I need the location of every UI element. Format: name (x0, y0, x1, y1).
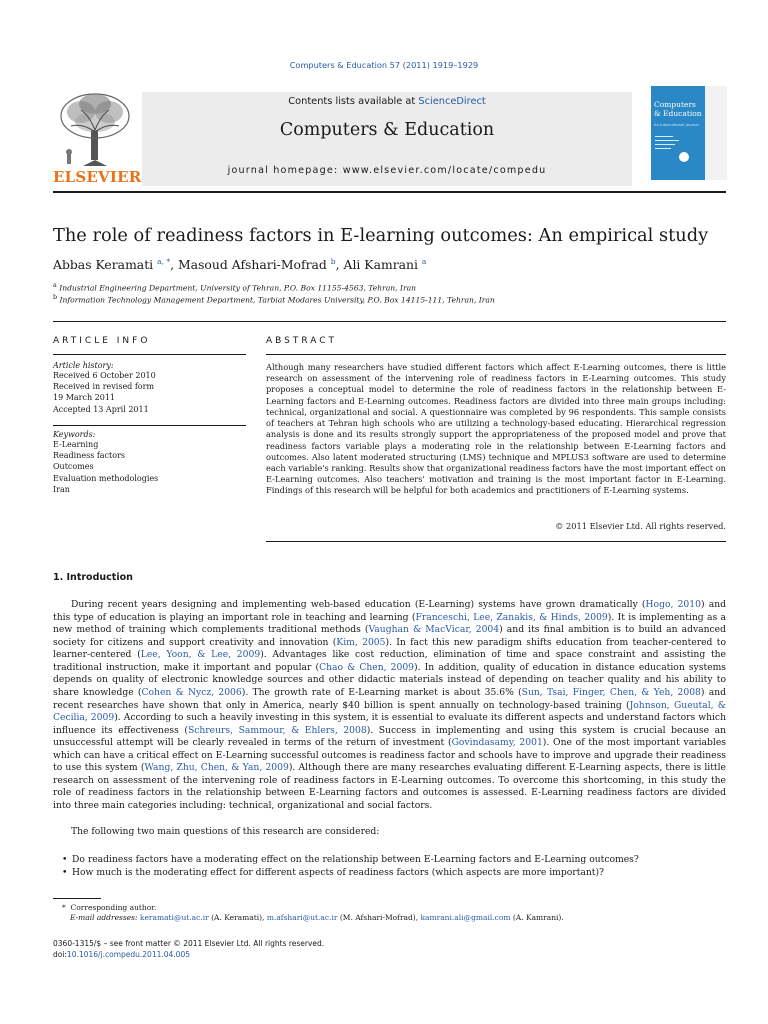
article-history-label: Article history: (53, 361, 114, 370)
questions-lead-in: The following two main questions of this research are considered: (71, 826, 380, 837)
doi-prefix: doi: (53, 950, 67, 959)
email-owner: (A. Keramati), (208, 913, 267, 922)
journal-name: Computers & Education (279, 120, 495, 140)
citation-link[interactable]: Lee, Yoon, & Lee, 2009 (140, 649, 261, 661)
citation-link[interactable]: Vaughan & MacVicar, 2004 (368, 624, 500, 636)
paragraph-text: ). It is implementing as a new method of training which complements traditional methods ( (53, 611, 726, 636)
affiliation-text: Industrial Engineering Department, University of Tehran, P.O. Box 11155-4563, Tehran, Iran (59, 283, 417, 293)
paragraph-text: ) and this type of education is playing an important role in teaching and learning ( (53, 599, 727, 623)
paragraph-text: ). In addition, quality of education in distance education systems depends on quality of electronic knowledge sources and other didactic materials instead of depending on teacher quality and his ability to share knowledge ( (53, 661, 727, 698)
author-name: Masoud Afshari-Mofrad (178, 257, 327, 273)
author-list (53, 257, 426, 272)
author-affiliation-mark[interactable]: a (421, 257, 427, 266)
paragraph-text: ). In fact this new paradigm shifts education from teacher-centered to learner-centered ( (53, 636, 726, 661)
cover-subtitle: An International Journal (654, 122, 699, 127)
introduction-heading: 1. Introduction (53, 572, 133, 583)
bullet-icon: • (62, 854, 68, 865)
paper-title: The role of readiness factors in E-learning outcomes: An empirical study (53, 225, 709, 246)
abstract-text: Although many researchers have studied different factors which affect E-Learning outcomes, there is little research on assessment of the intervening role of readiness factors in E-Learning outcomes. This study proposes a conceptual model to determine the role of readiness factors in the relationship between E-Learning factors and E-Learning outcomes. Readiness factors are divided into three main groups including: technical, organizational and social. A questionnaire was completed by 96 respondents. This sample consists of teachers at Tehran high schools who are utilizing a technology-based educating. Hierarchical regression analysis is done and its results strongly support the appropriateness of the proposed model and prove that readiness factors variable plays a moderating role in the relationship between E-Learning factors and outcomes. Also latent moderated structuring (LMS) technique and MPLUS3 software are used to determine each variable's ranking. Results show that organizational readiness factors have the most important effect on E-Learning outcomes. Also teachers' motivation and training is the most important factor in E-Learning. Findings of this research will be helpful for both academics and practitioners of E-Learning systems. (266, 362, 726, 496)
paragraph-text: During recent years designing and implementing web-based education (E-Learning) systems have grown dramatically ( (71, 599, 646, 610)
footnote-star: * (62, 903, 66, 912)
author-name: Ali Kamrani (343, 257, 418, 273)
paragraph-text: ). Advantages like cost reduction, elimination of time and space constraint and assisting the traditional instruction, make it important and popular ( (53, 649, 726, 673)
citation-link[interactable]: Franceschi, Lee, Zanakis, & Hinds, 2009 (415, 611, 608, 623)
section-divider (53, 321, 726, 322)
homepage-prefix: journal homepage: (227, 165, 343, 176)
research-question-text: How much is the moderating effect for different aspects of readiness factors (which aspects are more important)? (72, 867, 604, 878)
article-history (53, 361, 156, 415)
keyword: E-Learning (53, 440, 99, 449)
affiliation (53, 294, 495, 305)
sciencedirect-link[interactable]: ScienceDirect (418, 96, 486, 107)
history-line: Received in revised form (53, 382, 155, 392)
doi-link[interactable]: 10.1016/j.compedu.2011.04.005 (66, 950, 190, 959)
issn-line: 0360-1315/$ – see front matter © 2011 Elsevier Ltd. All rights reserved. (53, 939, 325, 948)
paragraph-text: ). According to such a heavily investing in this system, it is essential to evaluate its different aspects and understand factors which influence its effectiveness ( (53, 712, 726, 736)
abstract-bottom-rule (266, 541, 726, 542)
publisher-logo-text: ELSEVIER (53, 168, 142, 186)
journal-cover-image[interactable] (651, 86, 727, 180)
history-line: 19 March 2011 (53, 393, 116, 403)
keyword: Evaluation methodologies (53, 473, 159, 483)
research-question-item (62, 854, 639, 865)
email-label: E-mail addresses: (70, 913, 138, 922)
history-line: Received 6 October 2010 (53, 371, 156, 380)
introduction-paragraph (53, 599, 726, 813)
abstract-rule (266, 354, 726, 355)
affiliation-mark: a (53, 282, 57, 289)
homepage-link[interactable]: www.elsevier.com/locate/compedu (342, 165, 547, 176)
email-link[interactable]: kamrani.ali@gmail.com (420, 913, 511, 922)
keyword: Outcomes (53, 462, 94, 472)
paragraph-text: ). One of the most important variables which can have a critical effect on E-Learning successful outcomes is readiness factor and schools have to improve and upgrade their readiness to use this system ( (53, 737, 727, 774)
citation-link[interactable]: Sun, Tsai, Finger, Chen, & Yeh, 2008 (521, 686, 701, 698)
article-info-rule (53, 354, 246, 355)
cover-text-line (655, 136, 673, 137)
corresponding-author-text: Corresponding author. (70, 903, 157, 912)
keywords-rule (53, 425, 246, 426)
contents-line (142, 96, 632, 107)
paragraph-text: ) and recent researches have shown that only in America, nearly $40 billion is spent annually on technology-based training ( (53, 686, 726, 711)
header-divider (53, 191, 726, 193)
tree-icon (53, 90, 137, 168)
history-line: Accepted 13 April 2011 (53, 404, 149, 414)
affiliation-text: Information Technology Management Department, Tarbiat Modares University, P.O. Box 14115-111, Tehran, Iran (59, 295, 495, 305)
author-separator: , (170, 257, 178, 273)
paragraph-text: ). Success in implementing and using this system is crucial because an unsuccessful attempt will be clearly revealed in terms of the return of investment ( (53, 724, 726, 749)
citation-link[interactable]: Kim, 2005 (336, 636, 386, 648)
email-link[interactable]: m.afshari@ut.ac.ir (266, 913, 338, 922)
citation-link[interactable]: Johnson, Gueutal, & Cecilia, 2009 (53, 699, 726, 724)
keyword: Iran (53, 484, 70, 494)
cover-side-panel (705, 86, 727, 180)
affiliation (53, 282, 416, 293)
author-affiliation-mark[interactable]: b (330, 257, 336, 266)
cover-text-line (655, 140, 679, 141)
citation-link[interactable]: Schreurs, Sammour, & Ehlers, 2008 (187, 724, 367, 736)
journal-citation[interactable]: Computers & Education 57 (2011) 1919–1929 (289, 60, 479, 70)
keywords (53, 430, 158, 495)
keywords-label: Keywords: (53, 430, 96, 439)
author-name: Abbas Keramati (53, 257, 154, 273)
citation-link[interactable]: Chao & Chen, 2009 (319, 661, 415, 673)
contents-prefix: Contents lists available at (288, 96, 419, 107)
citation-link[interactable]: Wang, Zhu, Chen, & Yan, 2009 (144, 762, 289, 774)
email-link[interactable]: keramati@ut.ac.ir (139, 913, 209, 922)
author-affiliation-mark[interactable]: a, * (157, 257, 171, 266)
abstract-heading: ABSTRACT (266, 336, 338, 346)
paragraph-text: ). The growth rate of E-Learning market is about 35.6% ( (241, 686, 522, 698)
email-owner: (M. Afshari-Mofrad), (337, 913, 421, 922)
bullet-icon: • (62, 867, 68, 878)
corresponding-author-note (62, 903, 156, 912)
paragraph-text: ). Although there are many researches evaluating different E-Learning aspects, there is little research on assessment of the intervening role of readiness factors in E-Learning outcomes. To overcome this shortcoming, in this study the role of readiness factors in the relationship between E-Learning factors and outcomes is assessed. E-Learning readiness factors are divided into three main categories including: technical, organizational and social factors. (53, 762, 726, 811)
cover-title: Computers & Education (654, 100, 702, 118)
cover-badge-icon (679, 152, 689, 162)
journal-header (142, 92, 632, 186)
cover-text-line (655, 148, 671, 149)
doi-line (53, 950, 190, 959)
citation-link[interactable]: Hogo, 2010 (645, 599, 701, 610)
cover-text-line (655, 144, 675, 145)
email-owner: (A. Kamrani). (510, 913, 564, 922)
affiliation-mark: b (53, 294, 58, 301)
keyword: Readiness factors (53, 451, 126, 461)
copyright-notice: © 2011 Elsevier Ltd. All rights reserved. (555, 521, 726, 531)
footnote-rule (53, 898, 101, 899)
email-addresses (70, 913, 564, 922)
elsevier-logo (53, 90, 142, 186)
citation-link[interactable]: Govindasamy, 2001 (451, 737, 543, 749)
article-info-heading: ARTICLE INFO (53, 336, 151, 346)
homepage-line (142, 165, 632, 176)
author-separator: , (335, 257, 344, 273)
paragraph-text: ) and its final ambition is to build an advanced society for citizens and support creativity and innovation ( (53, 624, 726, 648)
research-question-item (62, 867, 604, 878)
citation-link[interactable]: Cohen & Nycz, 2006 (141, 686, 242, 698)
research-question-text: Do readiness factors have a moderating effect on the relationship between E-Learning factors and E-Learning outcomes? (72, 854, 639, 865)
